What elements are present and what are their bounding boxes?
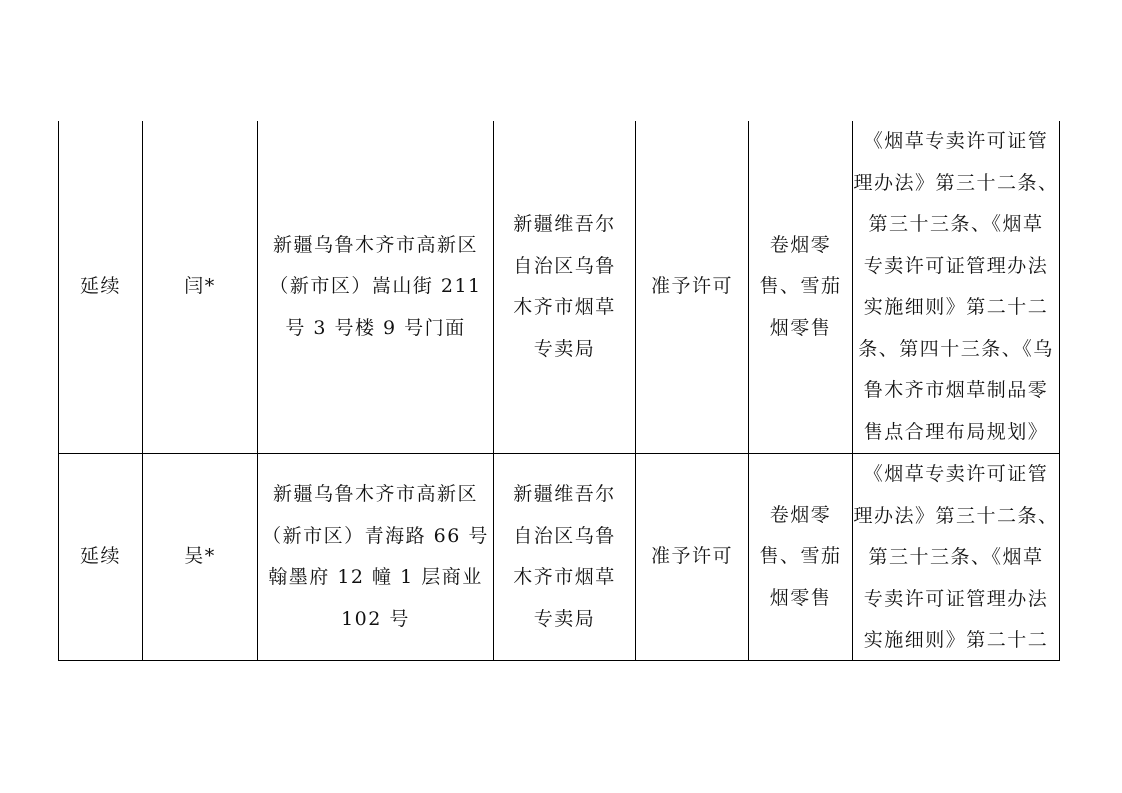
cell-type: 延续	[59, 121, 143, 454]
table-row	[59, 454, 1060, 661]
cell-decision: 准予许可	[636, 454, 749, 661]
cell-authority: 新疆维吾尔 自治区乌鲁 木齐市烟草 专卖局	[494, 121, 636, 454]
cell-name: 闫*	[143, 121, 258, 454]
cell-legal-basis: 《烟草专卖许可证管 理办法》第三十二条、 第三十三条、《烟草 专卖许可证管理办法 实施细则》第二十二	[853, 454, 1060, 661]
cell-legal-basis: 《烟草专卖许可证管 理办法》第三十二条、 第三十三条、《烟草 专卖许可证管理办法 实施细则》第二十二 条、第四十三条、《乌 鲁木齐市烟草制品零 售点合理布局规划》	[853, 121, 1060, 454]
cell-address: 新疆乌鲁木齐市高新区 （新市区）嵩山街 211 号 3 号楼 9 号门面	[258, 121, 494, 454]
license-table	[58, 121, 1060, 661]
cell-decision: 准予许可	[636, 121, 749, 454]
cell-scope: 卷烟零 售、雪茄 烟零售	[749, 454, 853, 661]
cell-scope: 卷烟零 售、雪茄 烟零售	[749, 121, 853, 454]
cell-type: 延续	[59, 454, 143, 661]
cell-name: 吴*	[143, 454, 258, 661]
cell-authority: 新疆维吾尔 自治区乌鲁 木齐市烟草 专卖局	[494, 454, 636, 661]
cell-address: 新疆乌鲁木齐市高新区 （新市区）青海路 66 号 翰墨府 12 幢 1 层商业 102 号	[258, 454, 494, 661]
table-row	[59, 121, 1060, 454]
